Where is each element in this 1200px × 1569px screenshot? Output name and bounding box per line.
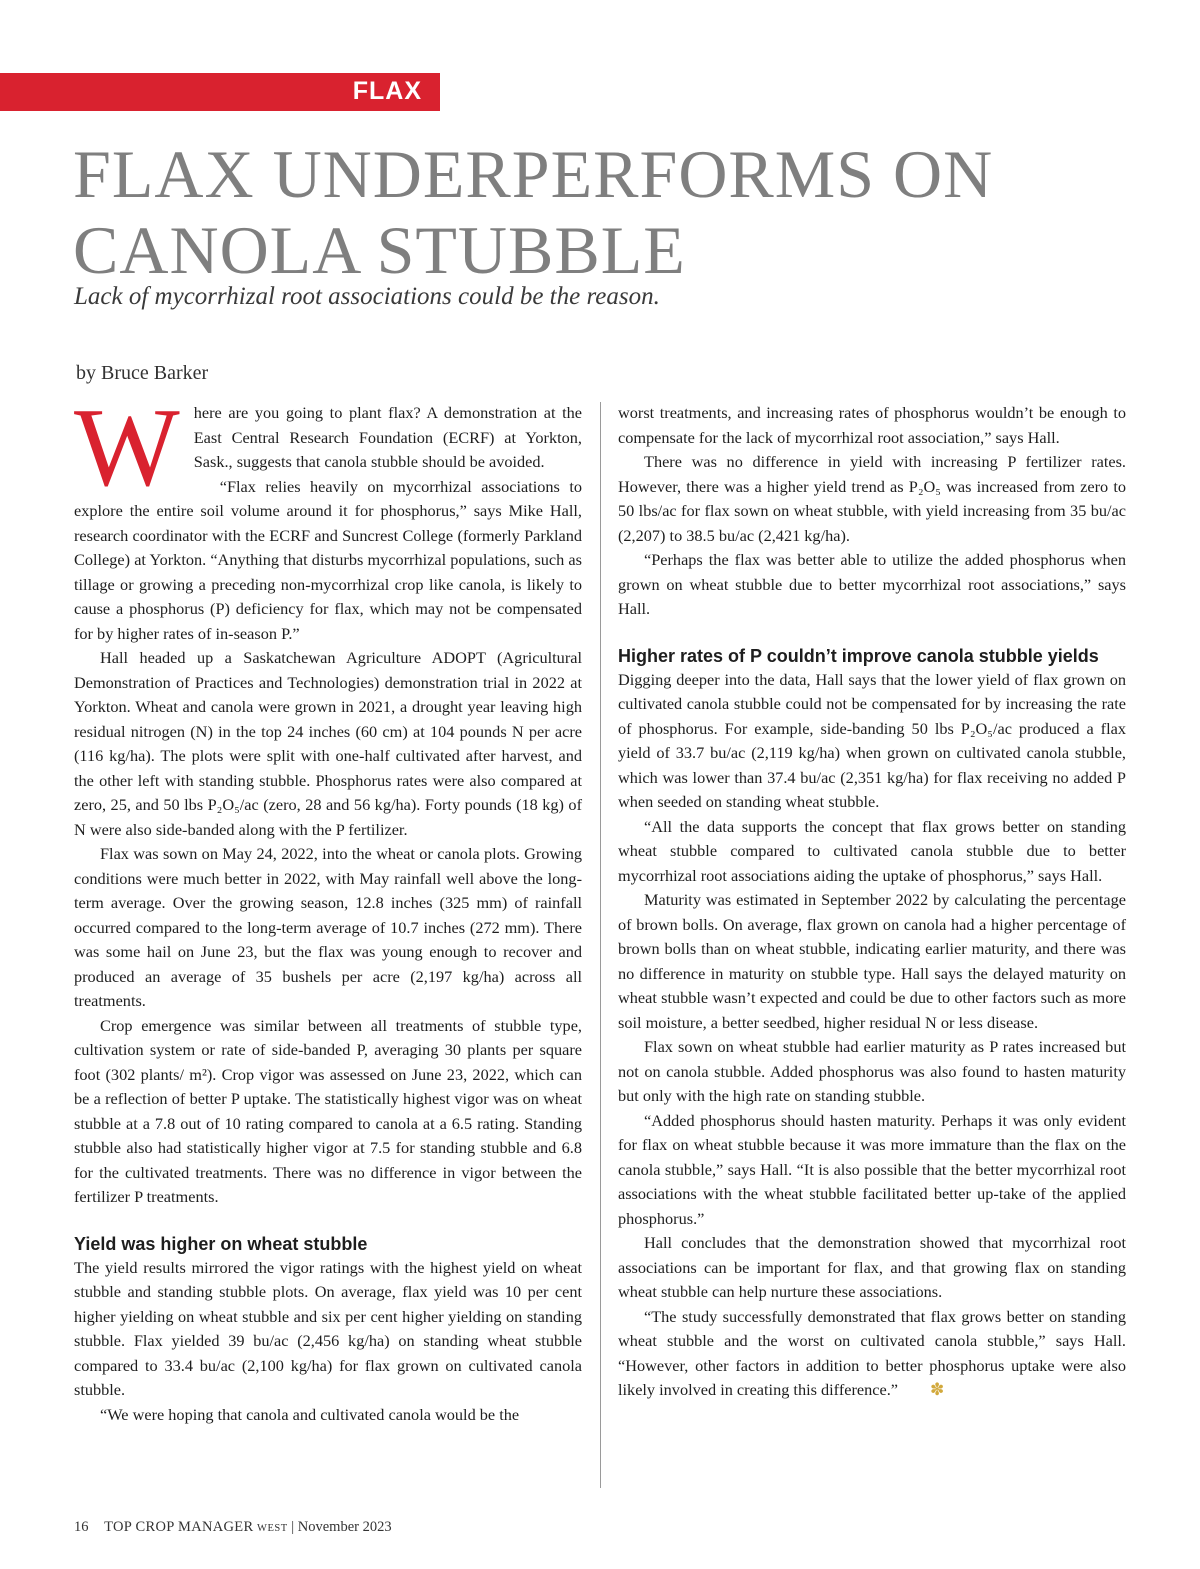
issue-date: | November 2023 — [291, 1519, 392, 1535]
paragraph: Flax sown on wheat stubble had earlier maturity as P rates increased but not on canola stubble. Added phosphorus was also found to hasten maturity but only with the high rate on standing stubble. — [618, 1037, 1126, 1105]
paragraph: Maturity was estimated in September 2022 by calculating the percentage of brown bolls. On average, flax grown on canola had a higher percentage of brown bolls than on wheat stubble, indicating earlier maturity, and there was no difference in maturity on stubble type. Hall says the delayed maturity on wheat stubble wasn’t expected and could be due to other factors such as more soil moisture, a better seedbed, higher residual N or less disease. — [618, 890, 1126, 1032]
title-line-2: CANOLA STUBBLE — [73, 212, 686, 288]
left-column — [74, 386, 582, 1427]
lead-text: here are you going to plant flax? A demonstration at the East Central Research Foundation (ECRF) at Yorkton, Sask., suggests that canola stubble should be avoided. — [193, 403, 582, 471]
paragraph: Digging deeper into the data, Hall says that the lower yield of flax grown on cultivated canola stubble could not be compensated for by increasing the rate of phosphorus. For example, side-banding 50 lbs P₂O₅/ac produced a flax yield of 33.7 bu/ac (2,119 kg/ha) when grown on cultivated canola stubble, which was lower than 37.4 bu/ac (2,351 kg/ha) for flax receiving no added P when seeded on standing wheat stubble. — [618, 669, 1126, 811]
page-footer — [74, 1519, 392, 1536]
subhead-canola-stubble: Higher rates of P couldn’t improve canola stubble yields — [618, 645, 1099, 666]
paragraph: worst treatments, and increasing rates of phosphorus wouldn’t be enough to compensate for the lack of mycorrhizal root association,” says Hall. — [618, 403, 1126, 447]
magazine-edition: WEST — [257, 1523, 288, 1534]
lead-paragraph — [74, 386, 582, 510]
article-title — [73, 136, 1133, 288]
subhead-yield: Yield was higher on wheat stubble — [74, 1233, 368, 1254]
maple-leaf-icon: ✽ — [930, 1380, 945, 1399]
section-label: FLAX — [352, 77, 422, 105]
final-paragraph-text: “The study successfully demonstrated that flax grows better on standing wheat stubble and the worst on cultivated canola stubble,” says Hall. “However, other factors in addition to better phosphorus uptake were also likely involved in creating this difference.” — [618, 1306, 1126, 1399]
article-subtitle: Lack of mycorrhizal root associations could be the reason. — [74, 283, 660, 310]
paragraph: Flax was sown on May 24, 2022, into the wheat or canola plots. Growing conditions were much better in 2022, with May rainfall well above the long-term average. Over the growing season, 12.8 inches (325 mm) of rainfall occurred compared to the long-term average of 10.7 inches (272 mm). There was some hail on June 23, but the flax was young enough to recover and produced an average of 35 bushels per acre (2,197 kg/ha) across all treatments. — [74, 844, 582, 1010]
paragraph: “Added phosphorus should hasten maturity. Perhaps it was only evident for flax on wheat stubble because it was more immature than the flax on the canola stubble,” says Hall. “It is also possible that the better mycorrhizal root associations with the wheat stubble facilitated better up-take of the applied phosphorus.” — [618, 1110, 1126, 1228]
paragraph: Hall concludes that the demonstration showed that mycorrhizal root associations can be important for flax, and that growing flax on standing wheat stubble can help nurture these associations. — [618, 1233, 1126, 1301]
paragraph: Hall headed up a Saskatchewan Agriculture ADOPT (Agricultural Demonstration of Practices and Technologies) demonstration trial in 2022 at Yorkton. Wheat and canola were grown in 2021, a drought year leaving high residual nitrogen (N) in the top 24 inches (60 cm) at 104 pounds N per acre (116 kg/ha). The plots were split with one-half cultivated after harvest, and the other left with standing stubble. Phosphorus rates were also compared at zero, 25, and 50 lbs P₂O₅/ac (zero, 28 and 56 kg/ha). Forty pounds (18 kg) of N were also side-banded along with the P fertilizer. — [74, 648, 582, 839]
paragraph: There was no difference in yield with increasing P fertilizer rates. However, there was a higher yield trend as P₂O₅ was increased from zero to 50 lbs/ac for flax sown on wheat stubble, with yield increasing from 35 bu/ac (2,207) to 38.5 bu/ac (2,421 kg/ha). — [618, 452, 1126, 545]
magazine-name: TOP CROP MANAGER — [104, 1519, 254, 1535]
column-divider — [600, 402, 601, 1488]
paragraph: Crop emergence was similar between all treatments of stubble type, cultivation system or rate of side-banded P, averaging 30 plants per square foot (302 plants/ m²). Crop vigor was assessed on June 23, 2022, which can be a reflection of better P uptake. The statistically highest vigor was on wheat stubble at a 7.8 out of 10 rating compared to canola at a 6.5 rating. Standing stubble also had statistically higher vigor at 7.5 for standing stubble and 6.8 for the cultivated treatments. There was no difference in vigor between the fertilizer P treatments. — [74, 1015, 582, 1206]
paragraph: The yield results mirrored the vigor ratings with the highest yield on wheat stubble and standing stubble plots. On average, flax yield was 10 per cent higher yielding on wheat stubble and six per cent higher yielding on standing stubble. Flax yielded 39 bu/ac (2,456 kg/ha) on standing wheat stubble compared to 33.4 bu/ac (2,100 kg/ha) for flax grown on cultivated canola stubble. — [74, 1257, 582, 1399]
page-number: 16 — [74, 1519, 89, 1535]
section-banner — [0, 73, 440, 111]
paragraph: “All the data supports the concept that flax grows better on standing wheat stubble compared to cultivated canola stubble due to better mycorrhizal root associations aiding the uptake of phosphorus,” says Hall. — [618, 816, 1126, 885]
paragraph: “Perhaps the flax was better able to utilize the added phosphorus when grown on wheat stubble due to better mycorrhizal root associations,” says Hall. — [618, 550, 1126, 618]
title-line-1: FLAX UNDERPERFORMS ON — [73, 136, 994, 212]
paragraph: “Flax relies heavily on mycorrhizal associations to explore the entire soil volume around it for phosphorus,” says Mike Hall, research coordinator with the ECRF and Suncrest College (formerly Parkland College) at Yorkton. “Anything that disturbs mycorrhizal populations, such as tillage or growing a preceding non-mycorrhizal crop like canola, is likely to cause a phosphorus (P) deficiency for flax, which may not be compensated for by higher rates of in-season P.” — [74, 476, 582, 643]
paragraph: “We were hoping that canola and cultivated canola would be the — [100, 1404, 520, 1424]
drop-cap: W — [74, 386, 180, 510]
final-paragraph — [618, 1305, 1126, 1403]
byline: by Bruce Barker — [76, 362, 209, 384]
right-column — [618, 401, 1126, 1403]
